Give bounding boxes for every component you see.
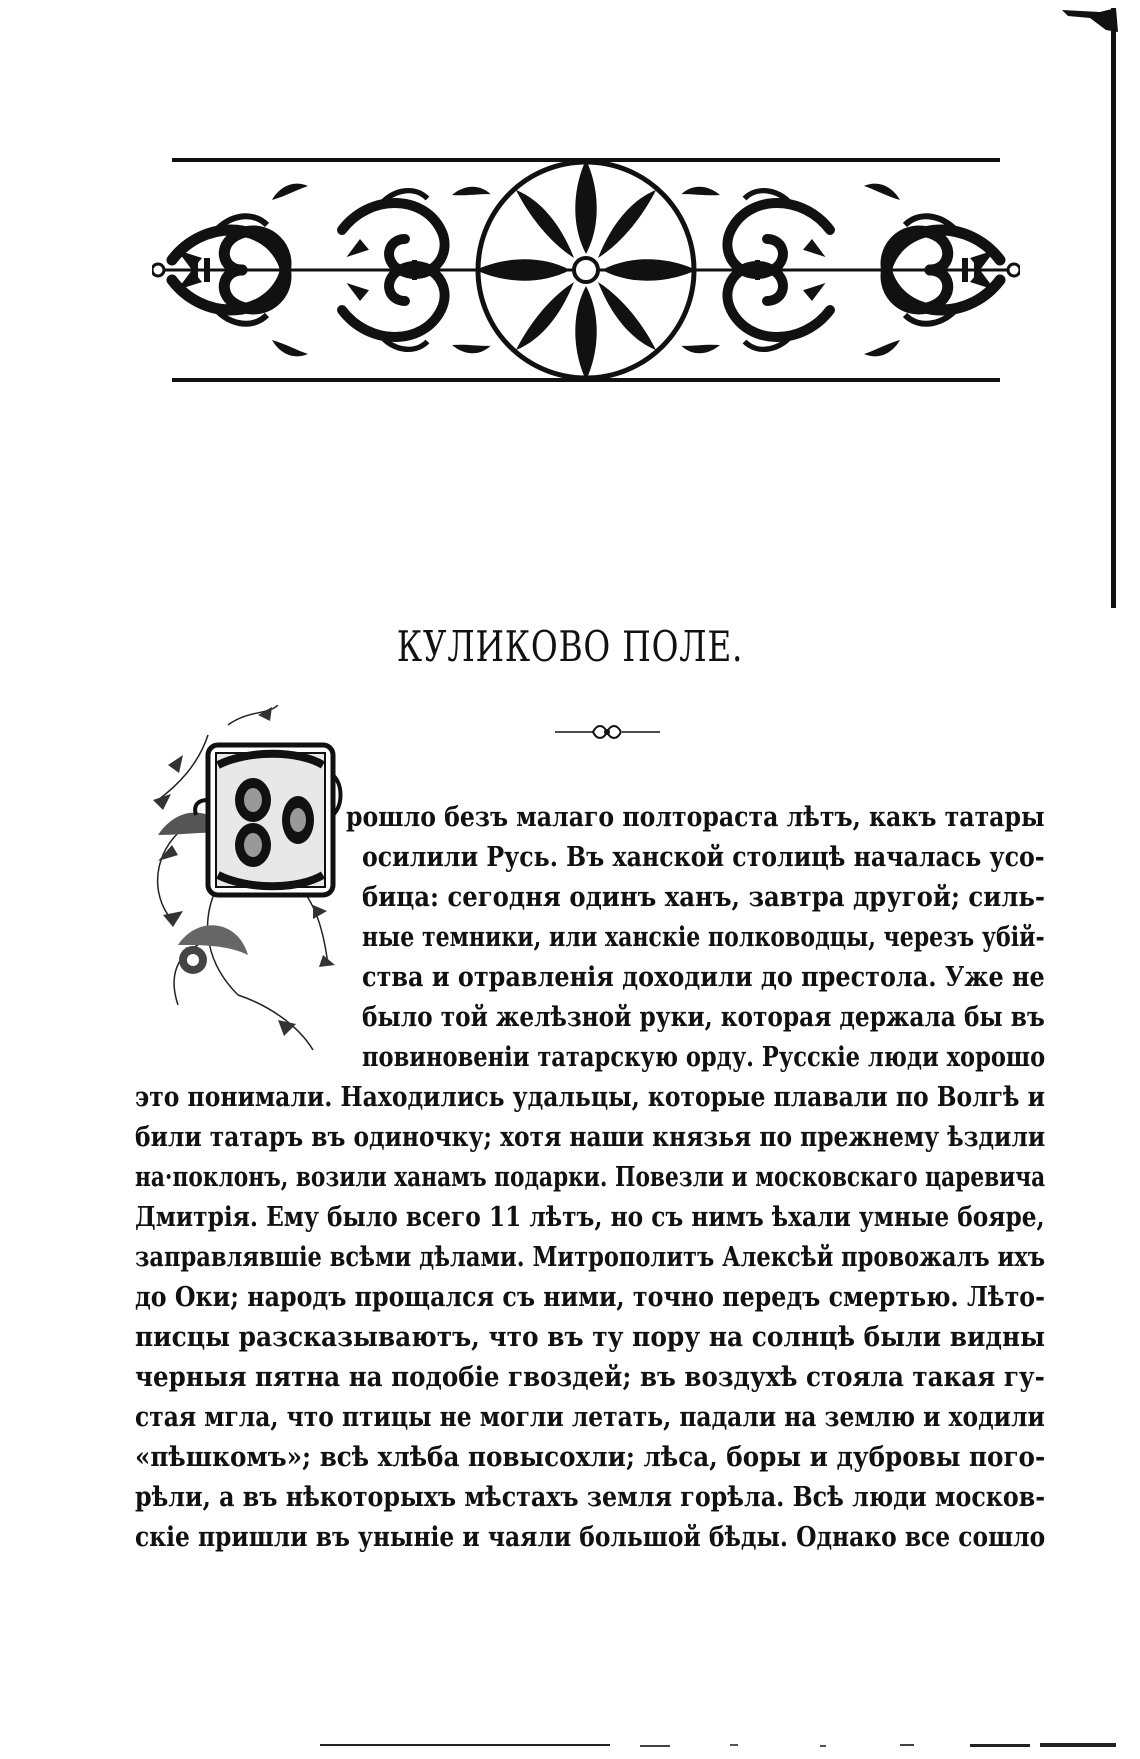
text-line-9: били татаръ въ одиночку; хотя наши князья по прежнему ѣздили <box>135 1122 1046 1153</box>
text-line-8: это понимали. Находились удальцы, которые плавали по Волгѣ и <box>135 1082 1046 1113</box>
text-line-5: ства и отравленія доходили до престола. Уже не <box>362 962 1045 993</box>
text-line-17: «пѣшкомъ»; всѣ хлѣба повысохли; лѣса, боры и дубровы пого- <box>135 1442 1046 1473</box>
bottom-scan-specks <box>640 1740 1120 1750</box>
text-line-6: было той желѣзной руки, которая держала бы въ <box>362 1002 1045 1033</box>
bottom-rule <box>320 1744 610 1746</box>
text-line-2: осилили Русь. Въ ханской столицѣ началась усо- <box>362 842 1045 873</box>
text-line-14: писцы разсказываютъ, что въ ту пору на солнцѣ были видны <box>135 1322 1046 1353</box>
text-line-11: Дмитрія. Ему было всего 11 лѣтъ, но съ нимъ ѣхали умные бояре, <box>135 1202 1045 1233</box>
scan-edge-shadow <box>1111 8 1116 608</box>
chapter-title: КУЛИКОВО ПОЛЕ. <box>396 622 744 671</box>
text-line-3: бица: сегодня одинъ ханъ, завтра другой; силь- <box>362 882 1046 913</box>
text-line-1: рошло безъ малаго полтораста лѣтъ, какъ татары <box>346 802 1045 833</box>
text-line-16: стая мгла, что птицы не могли летать, падали на землю и ходили <box>135 1402 1045 1433</box>
scan-corner-mark <box>1060 6 1120 34</box>
text-line-10: на·поклонъ, возили ханамъ подарки. Повезли и московскаго царевича <box>135 1162 1046 1193</box>
headpiece-ornament <box>152 140 1020 400</box>
title-flourish <box>555 720 660 744</box>
text-line-19: скіе пришли въ уныніе и чаяли большой бѣды. Однако все сошло <box>135 1522 1046 1553</box>
text-line-12: заправлявшіе всѣми дѣлами. Митрополитъ Алексѣй провожалъ ихъ <box>135 1242 1045 1273</box>
text-line-4: ные темники, или ханскіе полководцы, черезъ убій- <box>362 922 1045 953</box>
text-line-13: до Оки; народъ прощался съ ними, точно передъ смертью. Лѣто- <box>135 1282 1045 1313</box>
text-line-18: рѣли, а въ нѣкоторыхъ мѣстахъ земля горѣла. Всѣ люди москов- <box>135 1482 1046 1513</box>
text-line-7: повиновеніи татарскую орду. Русскіе люди хорошо <box>362 1042 1046 1073</box>
drop-cap-initial <box>138 705 348 1055</box>
text-line-15: черныя пятна на подобіе гвоздей; въ воздухѣ стояла такая гу- <box>135 1362 1045 1393</box>
